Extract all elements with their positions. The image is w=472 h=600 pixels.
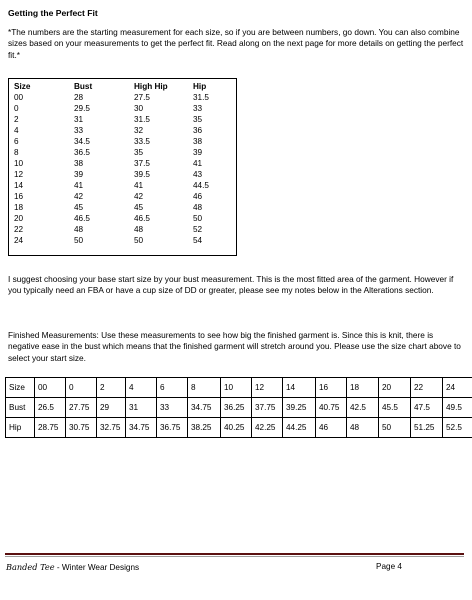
size-chart-cell: 46.5 (134, 214, 150, 223)
size-chart-cell: 45 (134, 203, 144, 212)
finished-table-cell: 40.25 (221, 418, 252, 438)
size-chart-cell: 29.5 (74, 104, 90, 113)
finished-table-cell: 4 (126, 378, 157, 398)
finished-table-cell: 36.75 (157, 418, 188, 438)
size-chart-cell: 50 (193, 214, 203, 223)
size-chart-cell: 45 (74, 203, 84, 212)
footer-rule-light (5, 556, 464, 557)
finished-table-cell: 50 (379, 418, 411, 438)
size-chart-cell: 31.5 (134, 115, 150, 124)
finished-table-row-label: Bust (6, 398, 35, 418)
finished-table-cell: 36.25 (221, 398, 252, 418)
size-chart-cell: 42 (74, 192, 84, 201)
size-chart-cell: 30 (134, 104, 144, 113)
size-chart-cell: 4 (14, 126, 19, 135)
size-chart-row (14, 136, 233, 147)
finished-table-cell: 34.75 (188, 398, 221, 418)
size-chart-cell: 18 (14, 203, 24, 212)
size-chart-cell: 42 (134, 192, 144, 201)
size-chart-row (14, 125, 233, 136)
suggestion-paragraph: I suggest choosing your base start size by your bust measurement. This is the most fitted area of the garment. However if you typically need an FBA or have a cup size of DD or greater, please see my notes below in the Alterations section. (8, 274, 454, 296)
size-chart-cell: 41 (193, 159, 203, 168)
size-chart-cell: 16 (14, 192, 24, 201)
size-chart-cell: 31.5 (193, 93, 209, 102)
size-chart-header-cell: Size (14, 82, 31, 91)
size-chart-cell: 39.5 (134, 170, 150, 179)
size-chart-cell: 46 (193, 192, 203, 201)
size-chart-header-cell: High Hip (134, 82, 168, 91)
size-chart-row (14, 169, 233, 180)
size-chart-row (14, 158, 233, 169)
finished-table-cell: 00 (35, 378, 66, 398)
size-chart-cell: 2 (14, 115, 19, 124)
finished-table-cell: 32.75 (97, 418, 126, 438)
finished-table-cell: 12 (252, 378, 283, 398)
finished-table-row (6, 378, 472, 398)
finished-table-cell: 29 (97, 398, 126, 418)
size-chart-cell: 48 (193, 203, 203, 212)
size-chart-cell: 39 (74, 170, 84, 179)
size-chart-row (14, 92, 233, 103)
size-chart-cell: 00 (14, 93, 24, 102)
size-chart-cell: 10 (14, 159, 24, 168)
finished-table-cell: 51.25 (411, 418, 443, 438)
size-chart-cell: 28 (74, 93, 84, 102)
finished-table-cell: 52.5 (443, 418, 472, 438)
size-chart-cell: 52 (193, 225, 203, 234)
size-chart-cell: 41 (74, 181, 84, 190)
finished-table-cell: 6 (157, 378, 188, 398)
size-chart-cell: 24 (14, 236, 24, 245)
size-chart-cell: 46.5 (74, 214, 90, 223)
size-chart-cell: 39 (193, 148, 203, 157)
finished-table-row (6, 398, 472, 418)
finished-table-cell: 47.5 (411, 398, 443, 418)
size-chart-cell: 48 (74, 225, 84, 234)
finished-table-cell: 48 (347, 418, 379, 438)
finished-table-cell: 46 (316, 418, 347, 438)
finished-table-cell: 33 (157, 398, 188, 418)
size-chart-row (14, 224, 233, 235)
size-chart-cell: 14 (14, 181, 24, 190)
size-chart-cell: 33 (193, 104, 203, 113)
finished-table-cell: 42.25 (252, 418, 283, 438)
footer-page-number: Page 4 (376, 562, 402, 571)
size-chart-cell: 48 (134, 225, 144, 234)
size-chart-cell: 38 (74, 159, 84, 168)
finished-table-cell: 26.5 (35, 398, 66, 418)
finished-table-cell: 42.5 (347, 398, 379, 418)
size-chart-row (14, 213, 233, 224)
finished-table-cell: 10 (221, 378, 252, 398)
page-heading: Getting the Perfect Fit (8, 8, 98, 18)
finished-table-cell: 0 (66, 378, 97, 398)
size-chart-header-cell: Bust (74, 82, 93, 91)
finished-table-cell: 20 (379, 378, 411, 398)
size-chart-cell: 20 (14, 214, 24, 223)
finished-table-cell: 39.25 (283, 398, 316, 418)
finished-table-cell: 31 (126, 398, 157, 418)
size-chart-cell: 41 (134, 181, 144, 190)
finished-table-cell: 24 (443, 378, 472, 398)
finished-table-cell: 30.75 (66, 418, 97, 438)
finished-table-cell: 37.75 (252, 398, 283, 418)
finished-table-cell: 44.25 (283, 418, 316, 438)
size-chart-row (14, 191, 233, 202)
size-chart-cell: 36.5 (74, 148, 90, 157)
finished-table-row (6, 418, 472, 438)
finished-table-row-label: Hip (6, 418, 35, 438)
size-chart-cell: 6 (14, 137, 19, 146)
size-chart-cell: 43 (193, 170, 203, 179)
finished-table-cell: 49.5 (443, 398, 472, 418)
size-chart-row (14, 103, 233, 114)
size-chart-cell: 38 (193, 137, 203, 146)
finished-table-cell: 8 (188, 378, 221, 398)
size-chart-cell: 44.5 (193, 181, 209, 190)
size-chart-cell: 33 (74, 126, 84, 135)
size-chart-table (14, 81, 233, 246)
size-chart-cell: 32 (134, 126, 144, 135)
size-chart-cell: 34.5 (74, 137, 90, 146)
size-chart-cell: 33.5 (134, 137, 150, 146)
finished-table-cell: 14 (283, 378, 316, 398)
footer-rule-dark (5, 553, 464, 555)
size-chart-box (8, 78, 237, 256)
finished-table-cell: 34.75 (126, 418, 157, 438)
size-chart-cell: 35 (193, 115, 203, 124)
size-chart-header-row (14, 81, 233, 92)
size-chart-cell: 8 (14, 148, 19, 157)
footer-brand (6, 562, 139, 572)
footer-pattern-name: Banded Tee (6, 562, 55, 572)
size-chart-cell: 37.5 (134, 159, 150, 168)
size-chart-cell: 50 (74, 236, 84, 245)
intro-paragraph: *The numbers are the starting measurement for each size, so if you are between numbers, go down. You can also combine sizes based on your measurements to get the perfect fit. Read along on the next page for more details on getting the perfect fit.* (8, 27, 464, 60)
finished-table-cell: 18 (347, 378, 379, 398)
size-chart-cell: 50 (134, 236, 144, 245)
size-chart-cell: 31 (74, 115, 84, 124)
size-chart-row (14, 147, 233, 158)
size-chart-cell: 54 (193, 236, 203, 245)
finished-table-cell: 27.75 (66, 398, 97, 418)
finished-measurements-paragraph: Finished Measurements: Use these measurements to see how big the finished garment is. Since this is knit, there is negative ease in the bust which means that the finished garment will stretch around you. Please use the size chart above to select your start size. (8, 330, 461, 363)
size-chart-cell: 27.5 (134, 93, 150, 102)
footer-brand-name: Winter Wear Designs (61, 563, 140, 572)
size-chart-row (14, 235, 233, 246)
finished-measurements-table (5, 377, 472, 438)
size-chart-cell: 35 (134, 148, 144, 157)
size-chart-row (14, 180, 233, 191)
size-chart-cell: 22 (14, 225, 24, 234)
footer-separator: - (54, 563, 62, 572)
finished-table-cell: 22 (411, 378, 443, 398)
finished-table-row-label: Size (6, 378, 35, 398)
size-chart-header-cell: Hip (193, 82, 207, 91)
size-chart-cell: 36 (193, 126, 203, 135)
finished-table-cell: 38.25 (188, 418, 221, 438)
size-chart-cell: 12 (14, 170, 24, 179)
finished-table-cell: 45.5 (379, 398, 411, 418)
finished-table-cell: 28.75 (35, 418, 66, 438)
finished-table-cell: 2 (97, 378, 126, 398)
size-chart-row (14, 114, 233, 125)
size-chart-row (14, 202, 233, 213)
finished-table-cell: 40.75 (316, 398, 347, 418)
finished-table-cell: 16 (316, 378, 347, 398)
size-chart-cell: 0 (14, 104, 19, 113)
